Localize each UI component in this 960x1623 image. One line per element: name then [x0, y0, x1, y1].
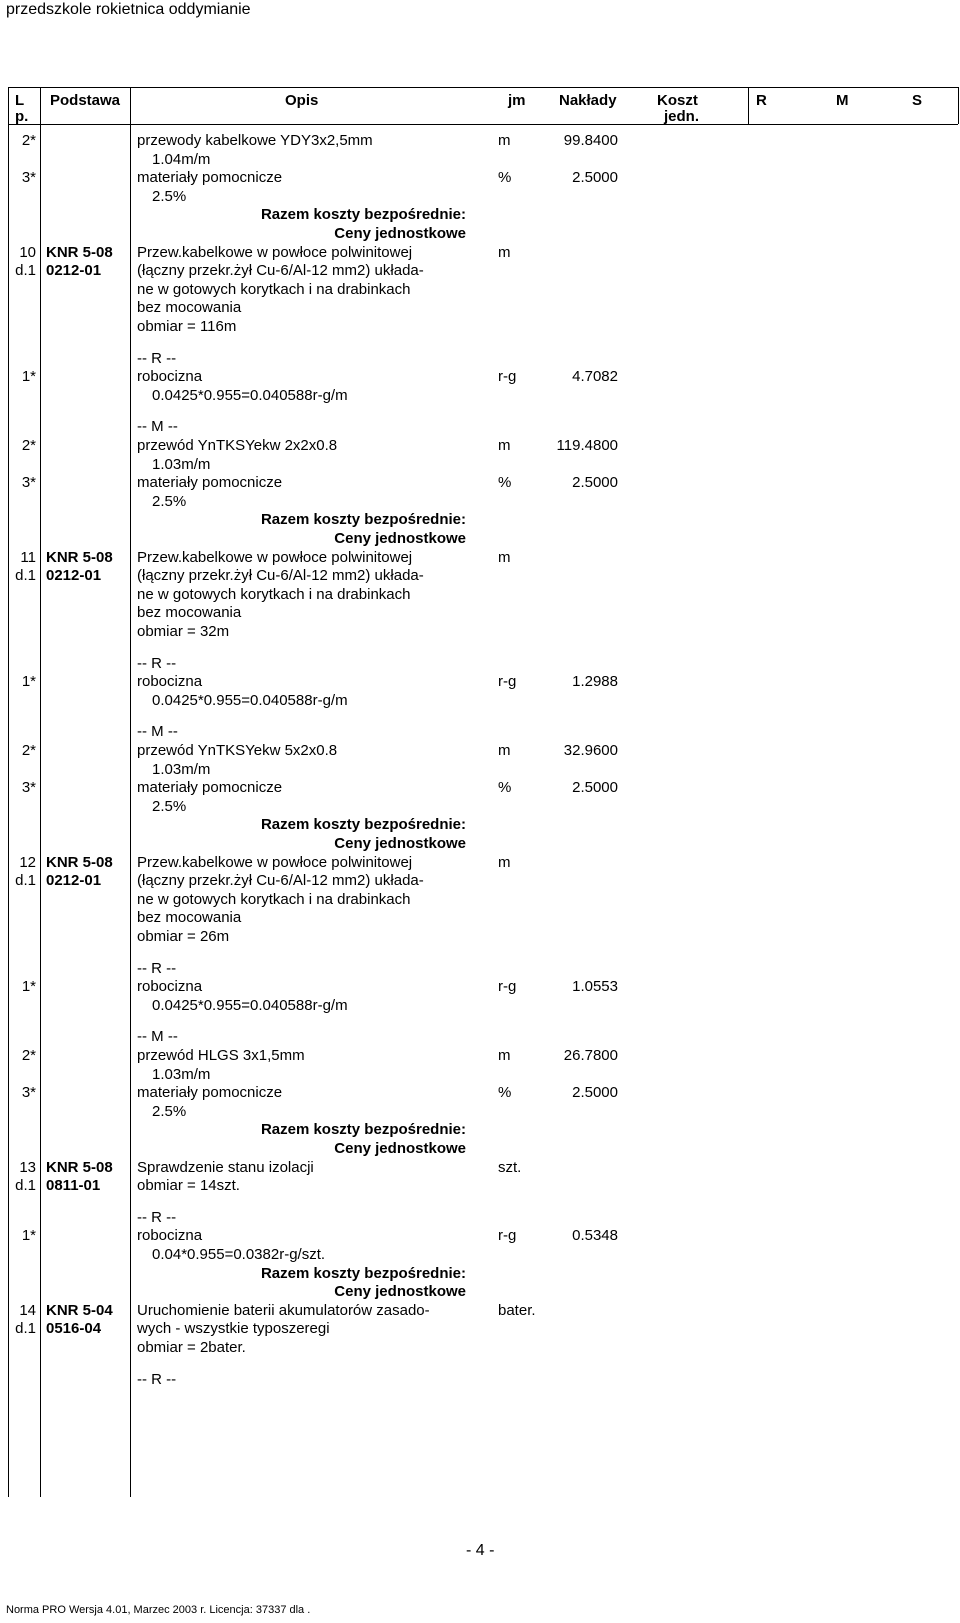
row-naklady: 26.7800 — [563, 1047, 618, 1064]
row-naklady: 2.5000 — [572, 169, 618, 186]
row-opis: robocizna — [137, 1227, 203, 1244]
row-podstawa: KNR 5-08 — [46, 854, 113, 871]
row-podstawa: 0516-04 — [46, 1320, 102, 1337]
row-lp: 2* — [21, 132, 36, 149]
row-opis: ne w gotowych korytkach i na drabinkach — [137, 586, 411, 603]
row-lp: 2* — [21, 1047, 36, 1064]
row-opis: 0.0425*0.955=0.040588r-g/m — [152, 997, 348, 1014]
header-naklady: Nakłady — [559, 92, 617, 109]
row-jm: r-g — [498, 1227, 517, 1244]
row-podstawa: KNR 5-08 — [46, 549, 113, 566]
row-opis: przewody kabelkowe YDY3x2,5mm — [137, 132, 373, 149]
row-naklady: 32.9600 — [563, 742, 618, 759]
row-opis: przewód HLGS 3x1,5mm — [137, 1047, 305, 1064]
row-lp: 1* — [21, 673, 36, 690]
row-summary: Ceny jednostkowe — [334, 835, 466, 852]
row-opis: -- M -- — [137, 418, 178, 435]
row-lp: d.1 — [15, 872, 36, 889]
row-opis: -- M -- — [137, 1028, 178, 1045]
row-jm: m — [498, 437, 511, 454]
row-opis: Uruchomienie baterii akumulatorów zasado- — [137, 1302, 430, 1319]
row-summary: Razem koszty bezpośrednie: — [260, 816, 466, 833]
row-opis: 2.5% — [152, 1103, 187, 1120]
row-opis: wych - wszystkie typoszeregi — [137, 1320, 330, 1337]
row-lp: 3* — [21, 474, 36, 491]
row-lp: 11 — [20, 549, 36, 566]
row-lp: d.1 — [15, 262, 36, 279]
row-naklady: 99.8400 — [563, 132, 618, 149]
row-opis: 0.0425*0.955=0.040588r-g/m — [152, 692, 348, 709]
row-opis: bez mocowania — [137, 909, 242, 926]
row-opis: obmiar = 26m — [137, 928, 230, 945]
row-opis: obmiar = 2bater. — [137, 1339, 246, 1356]
row-opis: materiały pomocnicze — [137, 779, 283, 796]
row-lp: 14 — [19, 1302, 36, 1319]
row-lp: 3* — [21, 779, 36, 796]
page-number: - 4 - — [466, 1542, 495, 1559]
row-summary: Ceny jednostkowe — [334, 1140, 466, 1157]
row-opis: przewód YnTKSYekw 2x2x0.8 — [137, 437, 338, 454]
row-summary: Ceny jednostkowe — [334, 1283, 466, 1300]
col-border-lp — [40, 87, 41, 1497]
row-podstawa: KNR 5-08 — [46, 244, 113, 261]
row-lp: 2* — [21, 437, 36, 454]
row-lp: 1* — [21, 978, 36, 995]
row-naklady: 2.5000 — [572, 474, 618, 491]
row-opis: Przew.kabelkowe w powłoce polwinitowej — [137, 854, 413, 871]
row-opis: bez mocowania — [137, 604, 242, 621]
header-s: S — [912, 92, 923, 109]
col-border-podstawa — [130, 87, 131, 1497]
row-naklady: 2.5000 — [572, 779, 618, 796]
row-opis: bez mocowania — [137, 299, 242, 316]
row-opis: robocizna — [137, 673, 203, 690]
row-opis: przewód YnTKSYekw 5x2x0.8 — [137, 742, 338, 759]
row-lp: 2* — [21, 742, 36, 759]
header-koszt-2: jedn. — [664, 108, 700, 125]
row-summary: Razem koszty bezpośrednie: — [260, 206, 466, 223]
row-lp: 3* — [21, 1084, 36, 1101]
row-lp: d.1 — [15, 1177, 36, 1194]
row-lp: d.1 — [15, 1320, 36, 1337]
row-jm: % — [498, 1084, 512, 1101]
row-lp: d.1 — [15, 567, 36, 584]
row-opis: robocizna — [137, 368, 203, 385]
row-lp: 3* — [21, 169, 36, 186]
row-opis: ne w gotowych korytkach i na drabinkach — [137, 281, 411, 298]
row-opis: 1.03m/m — [152, 761, 211, 778]
row-opis: materiały pomocnicze — [137, 1084, 283, 1101]
row-jm: m — [498, 549, 511, 566]
row-lp: 1* — [21, 368, 36, 385]
row-opis: (łączny przekr.żył Cu-6/Al-12 mm2) układa- — [137, 262, 424, 279]
header-koszt-1: Koszt — [657, 92, 698, 109]
row-naklady: 4.7082 — [572, 368, 618, 385]
row-opis: materiały pomocnicze — [137, 169, 283, 186]
header-podstawa: Podstawa — [49, 92, 121, 109]
row-naklady: 0.5348 — [572, 1227, 618, 1244]
header-lp-2: p. — [15, 108, 29, 125]
row-opis: (łączny przekr.żył Cu-6/Al-12 mm2) układa- — [137, 872, 424, 889]
row-jm: % — [498, 779, 512, 796]
row-opis: 1.03m/m — [152, 1066, 211, 1083]
row-opis: ne w gotowych korytkach i na drabinkach — [137, 891, 411, 908]
row-opis: 1.03m/m — [152, 456, 211, 473]
row-opis: -- M -- — [137, 723, 178, 740]
page-header: przedszkole rokietnica oddymianie — [6, 1, 251, 18]
header-bottom-border — [8, 124, 958, 125]
row-opis: materiały pomocnicze — [137, 474, 283, 491]
row-opis: obmiar = 14szt. — [137, 1177, 240, 1194]
row-opis: -- R -- — [137, 960, 177, 977]
row-opis: 2.5% — [152, 798, 187, 815]
row-opis: (łączny przekr.żył Cu-6/Al-12 mm2) układa- — [137, 567, 424, 584]
row-opis: obmiar = 32m — [137, 623, 230, 640]
header-opis: Opis — [285, 92, 319, 109]
col-border-right — [958, 87, 959, 124]
row-jm: szt. — [498, 1159, 522, 1176]
row-opis: 0.0425*0.955=0.040588r-g/m — [152, 387, 348, 404]
row-jm: m — [498, 742, 511, 759]
row-opis: -- R -- — [137, 1371, 177, 1388]
row-naklady: 2.5000 — [572, 1084, 618, 1101]
header-jm: jm — [508, 92, 526, 109]
row-jm: m — [498, 132, 511, 149]
row-jm: % — [498, 169, 512, 186]
row-opis: 2.5% — [152, 188, 187, 205]
row-podstawa: 0212-01 — [46, 262, 102, 279]
row-jm: % — [498, 474, 512, 491]
row-opis: Przew.kabelkowe w powłoce polwinitowej — [137, 244, 413, 261]
row-opis: robocizna — [137, 978, 203, 995]
row-jm: r-g — [498, 673, 517, 690]
row-jm: m — [498, 1047, 511, 1064]
row-podstawa: KNR 5-04 — [46, 1302, 113, 1319]
row-jm: r-g — [498, 978, 517, 995]
row-lp: 12 — [19, 854, 36, 871]
row-summary: Ceny jednostkowe — [334, 530, 466, 547]
row-summary: Razem koszty bezpośrednie: — [260, 511, 466, 528]
row-naklady: 119.4800 — [556, 437, 618, 454]
row-naklady: 1.0553 — [572, 978, 618, 995]
row-lp: 10 — [19, 244, 36, 261]
header-lp-1: L — [15, 92, 25, 109]
row-podstawa: 0212-01 — [46, 567, 102, 584]
row-opis: -- R -- — [137, 655, 177, 672]
row-opis: 2.5% — [152, 493, 187, 510]
row-opis: Sprawdzenie stanu izolacji — [137, 1159, 314, 1176]
row-opis: obmiar = 116m — [137, 318, 237, 335]
header-m: M — [836, 92, 849, 109]
row-jm: bater. — [498, 1302, 536, 1319]
row-opis: -- R -- — [137, 1209, 177, 1226]
row-opis: 0.04*0.955=0.0382r-g/szt. — [152, 1246, 326, 1263]
header-r: R — [756, 92, 767, 109]
row-summary: Ceny jednostkowe — [334, 225, 466, 242]
row-opis: Przew.kabelkowe w powłoce polwinitowej — [137, 549, 413, 566]
row-jm: r-g — [498, 368, 517, 385]
row-podstawa: 0811-01 — [46, 1177, 101, 1194]
row-summary: Razem koszty bezpośrednie: — [260, 1121, 466, 1138]
row-jm: m — [498, 244, 511, 261]
row-podstawa: 0212-01 — [46, 872, 102, 889]
row-lp: 1* — [21, 1227, 36, 1244]
row-jm: m — [498, 854, 511, 871]
table-top-border — [8, 87, 958, 88]
row-opis: 1.04m/m — [152, 151, 211, 168]
row-naklady: 1.2988 — [572, 673, 618, 690]
row-opis: -- R -- — [137, 350, 177, 367]
footer-text: Norma PRO Wersja 4.01, Marzec 2003 r. Licencja: 37337 dla . — [6, 1604, 311, 1616]
col-border-koszt — [748, 87, 749, 124]
row-podstawa: KNR 5-08 — [46, 1159, 113, 1176]
row-summary: Razem koszty bezpośrednie: — [260, 1265, 466, 1282]
row-lp: 13 — [19, 1159, 36, 1176]
